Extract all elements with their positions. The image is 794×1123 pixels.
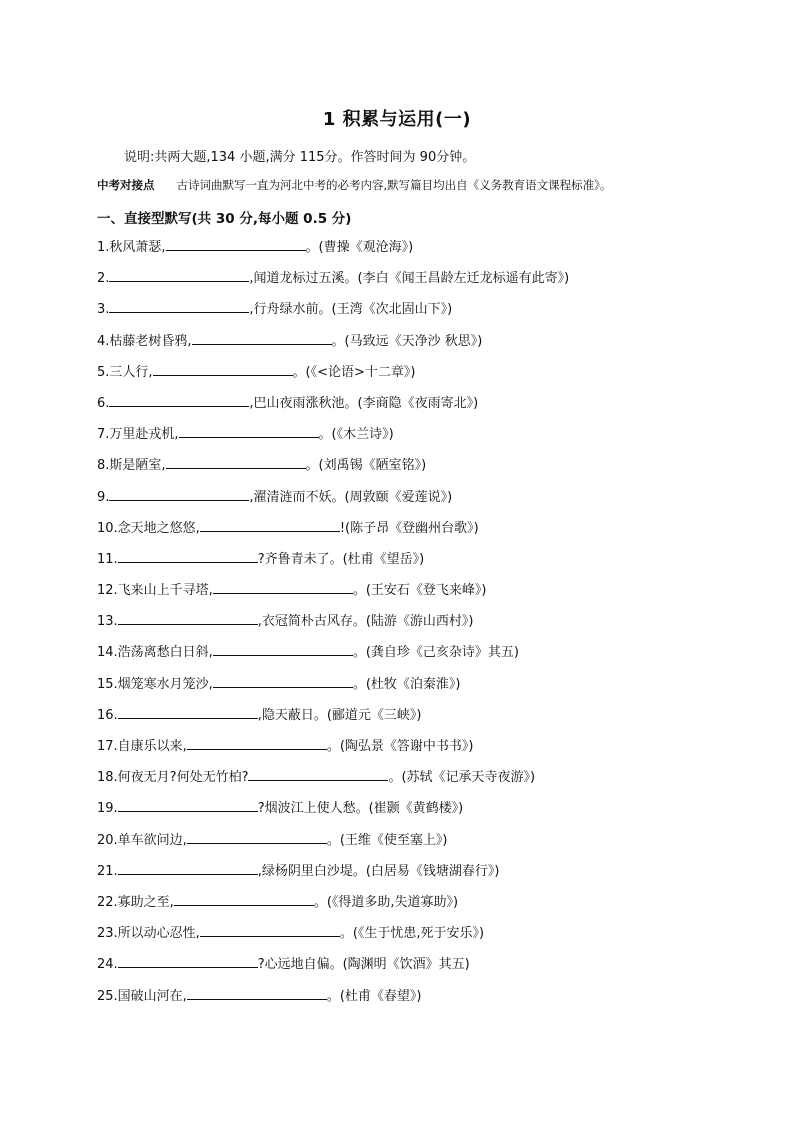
question-suffix: 。(杜甫《春望》) (326, 988, 422, 1004)
question-item (97, 735, 734, 766)
answer-blank[interactable] (187, 735, 327, 750)
question-item (97, 985, 734, 1016)
question-item (97, 486, 734, 517)
answer-blank[interactable] (187, 985, 327, 1000)
question-prefix: 16. (97, 707, 118, 723)
exam-point (97, 177, 611, 193)
question-item (97, 361, 734, 392)
instructions-note: 说明:共两大题,134 小题,满分 115分。作答时间为 90分钟。 (124, 150, 476, 165)
question-prefix: 22.寡助之至, (97, 894, 174, 910)
question-prefix: 9. (97, 489, 110, 505)
question-item (97, 953, 734, 984)
question-list (97, 236, 734, 1016)
question-item (97, 860, 734, 891)
question-prefix: 25.国破山河在, (97, 988, 187, 1004)
question-item (97, 610, 734, 641)
question-prefix: 21. (97, 863, 118, 879)
question-suffix: 。(王维《使至塞上》) (326, 832, 448, 848)
question-suffix: 。(曹操《观沧海》) (305, 240, 414, 255)
question-suffix: 。(陶弘景《答谢中书书》) (326, 739, 474, 754)
answer-blank[interactable] (174, 891, 314, 906)
answer-blank[interactable] (118, 610, 258, 625)
page-title: 1 积累与运用(一) (322, 109, 472, 130)
question-suffix: ,隐天蔽日。(郦道元《三峡》) (257, 707, 422, 723)
answer-blank[interactable] (118, 797, 258, 812)
question-suffix: 。(《得道多助,失道寡助》) (313, 894, 459, 910)
question-prefix: 7.万里赴戎机, (97, 427, 179, 443)
answer-blank[interactable] (187, 829, 327, 844)
question-prefix: 14.浩荡离愁白日斜, (97, 645, 213, 661)
answer-blank[interactable] (200, 922, 340, 937)
question-item (97, 548, 734, 579)
question-item (97, 267, 734, 298)
question-item (97, 579, 734, 610)
answer-blank[interactable] (213, 641, 353, 656)
question-item (97, 454, 734, 485)
question-prefix: 19. (97, 801, 118, 817)
question-prefix: 23.所以动心忍性, (97, 926, 200, 942)
question-suffix: ?烟波江上使人愁。(崔颢《黄鹤楼》) (257, 801, 464, 817)
section-title: 一、直接型默写(共 30 分,每小题 0.5 分) (97, 211, 352, 227)
question-suffix: ,衣冠简朴古风存。(陆游《游山西村》) (257, 614, 474, 630)
question-prefix: 3. (97, 302, 110, 318)
answer-blank[interactable] (248, 766, 388, 781)
question-suffix: ,闻道龙标过五溪。(李白《闻王昌龄左迁龙标遥有此寄》) (249, 271, 570, 287)
question-item (97, 392, 734, 423)
question-suffix: ?齐鲁青未了。(杜甫《望岳》) (257, 551, 425, 567)
question-item (97, 829, 734, 860)
question-suffix: 。(马致远《天净沙 秋思》) (331, 333, 483, 349)
question-suffix: 。(刘禹锡《陋室铭》) (305, 458, 427, 474)
question-suffix: 。(《生于忧患,死于安乐》) (339, 926, 485, 942)
question-item (97, 922, 734, 953)
question-prefix: 10.念天地之悠悠, (97, 520, 200, 536)
question-suffix: 。(王安石《登飞来峰》) (352, 583, 487, 599)
question-prefix: 15.烟笼寒水月笼沙, (97, 676, 213, 692)
question-item (97, 517, 734, 548)
question-prefix: 20.单车欲问边, (97, 832, 187, 848)
question-suffix: ,绿杨阴里白沙堤。(白居易《钱塘湖春行》) (257, 863, 500, 879)
question-suffix: 。(苏轼《记承天寺夜游》) (388, 770, 536, 786)
question-suffix: 。(杜牧《泊秦淮》) (352, 676, 461, 692)
answer-blank[interactable] (200, 517, 340, 532)
question-item (97, 673, 734, 704)
answer-blank[interactable] (153, 361, 293, 376)
question-item (97, 797, 734, 828)
question-item (97, 236, 734, 267)
question-prefix: 12.飞来山上千寻塔, (97, 583, 213, 599)
question-item (97, 641, 734, 672)
answer-blank[interactable] (109, 392, 249, 407)
question-suffix: 。(龚自珍《己亥杂诗》其五) (352, 645, 519, 661)
answer-blank[interactable] (179, 423, 319, 438)
answer-blank[interactable] (213, 579, 353, 594)
answer-blank[interactable] (118, 548, 258, 563)
question-prefix: 18.何夜无月?何处无竹柏? (97, 770, 249, 786)
answer-blank[interactable] (118, 953, 258, 968)
question-prefix: 5.三人行, (97, 364, 153, 380)
answer-blank[interactable] (118, 704, 258, 719)
question-suffix: 。(《<论语>十二章》) (292, 364, 416, 380)
answer-blank[interactable] (109, 486, 249, 501)
answer-blank[interactable] (109, 267, 249, 282)
question-item (97, 704, 734, 735)
question-prefix: 17.自康乐以来, (97, 739, 187, 754)
question-prefix: 11. (97, 551, 118, 567)
answer-blank[interactable] (166, 236, 306, 251)
answer-blank[interactable] (192, 330, 332, 345)
answer-blank[interactable] (213, 673, 353, 688)
question-item (97, 766, 734, 797)
question-suffix: !(陈子昂《登幽州台歌》) (339, 520, 479, 536)
question-prefix: 2. (97, 271, 110, 287)
question-item (97, 330, 734, 361)
question-suffix: 。(《木兰诗》) (318, 427, 394, 443)
question-suffix: ,巴山夜雨涨秋池。(李商隐《夜雨寄北》) (249, 395, 479, 411)
exam-point-label: 中考对接点 (97, 178, 155, 192)
question-prefix: 24. (97, 957, 118, 973)
question-prefix: 8.斯是陋室, (97, 458, 166, 474)
question-prefix: 13. (97, 614, 118, 630)
question-suffix: ,行舟绿水前。(王湾《次北固山下》) (249, 302, 453, 318)
answer-blank[interactable] (166, 454, 306, 469)
question-item (97, 891, 734, 922)
question-item (97, 423, 734, 454)
question-prefix: 1.秋风萧瑟, (97, 240, 166, 255)
answer-blank[interactable] (118, 860, 258, 875)
question-item (97, 298, 734, 329)
question-suffix: ?心远地自偏。(陶渊明《饮酒》其五) (257, 957, 470, 973)
exam-point-text: 古诗词曲默写一直为河北中考的必考内容,默写篇目均出自《义务教育语文课程标准》。 (176, 178, 612, 192)
answer-blank[interactable] (109, 298, 249, 313)
question-prefix: 6. (97, 395, 110, 411)
question-prefix: 4.枯藤老树昏鸦, (97, 333, 192, 349)
question-suffix: ,濯清涟而不妖。(周敦颐《爱莲说》) (249, 489, 453, 505)
